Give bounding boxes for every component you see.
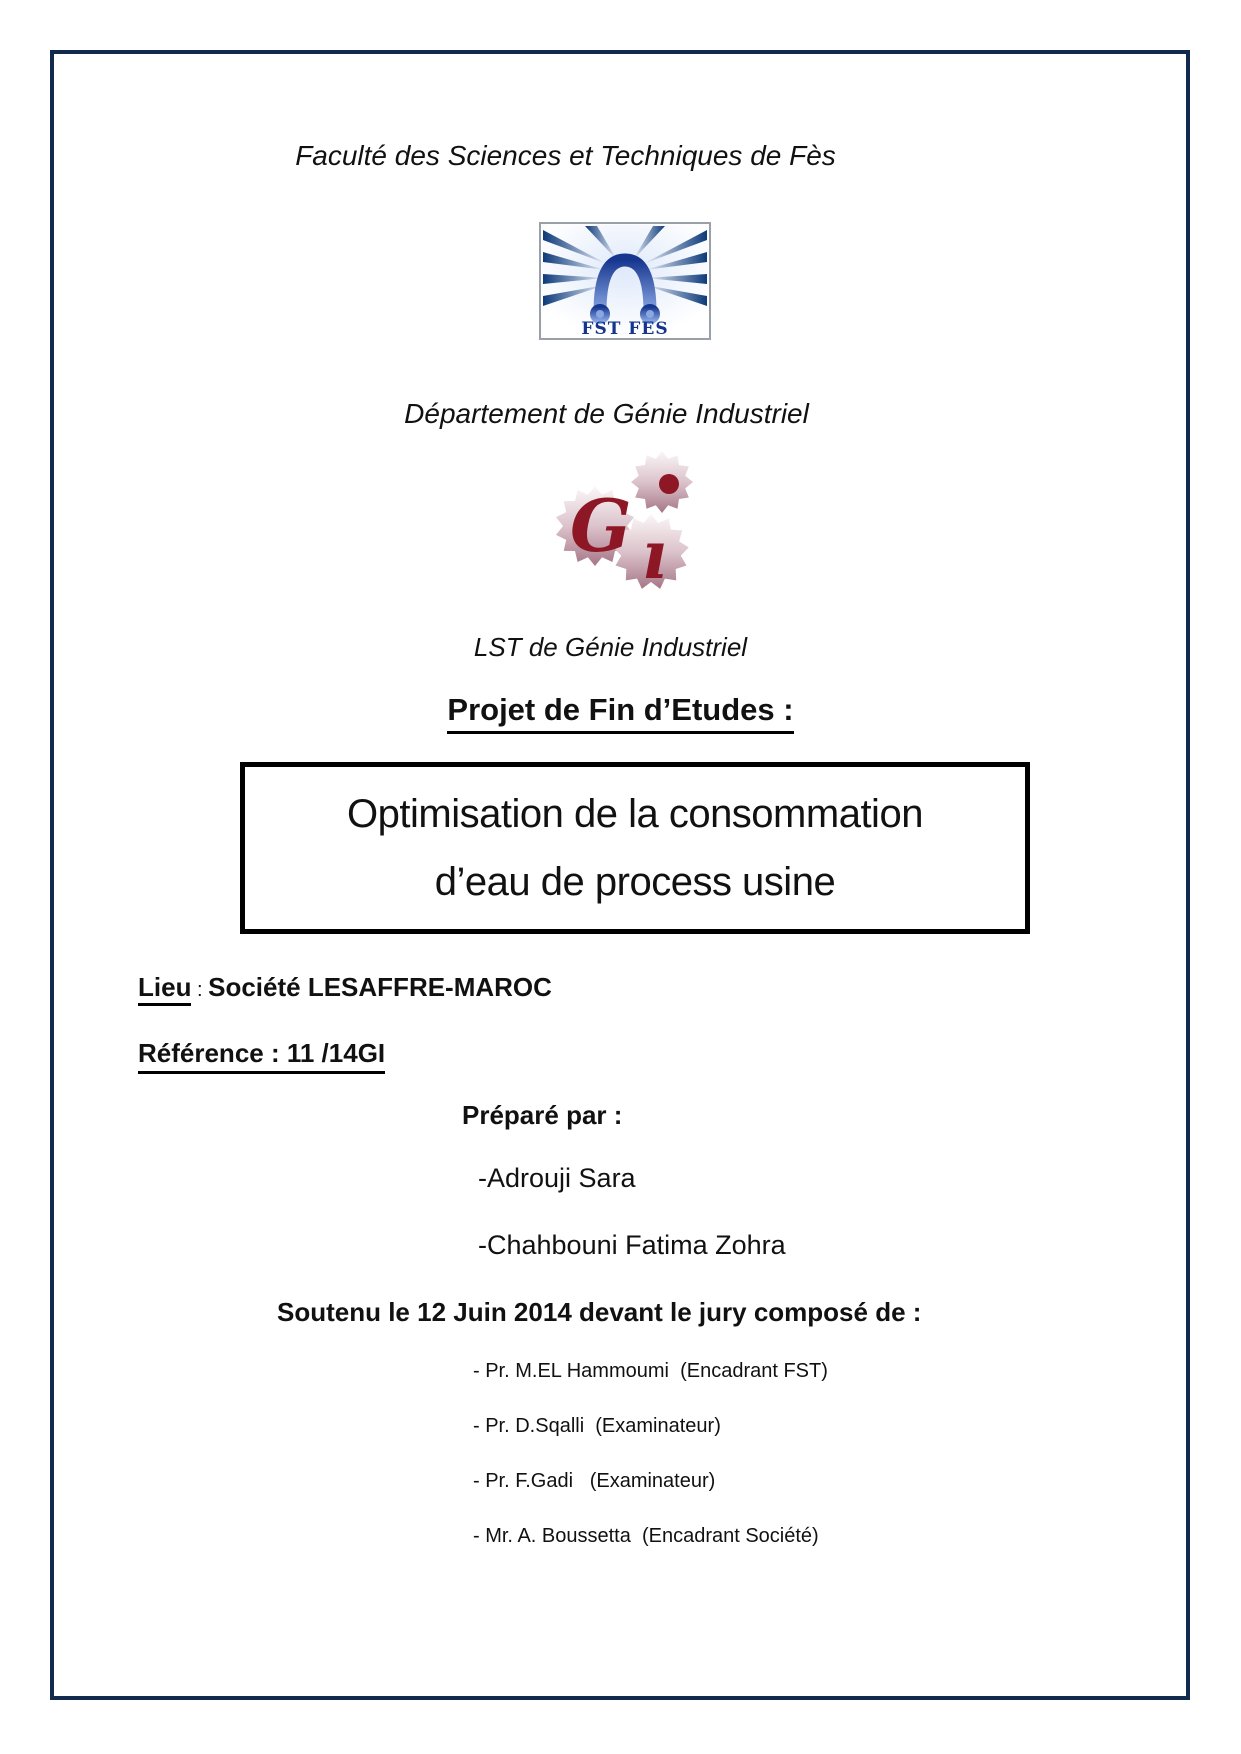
gi-department-logo: [550, 448, 700, 598]
thesis-title-box: [240, 762, 1030, 934]
program-name: LST de Génie Industriel: [473, 632, 748, 662]
location-value: Société LESAFFRE-MAROC: [208, 972, 552, 1002]
reference-line: Référence : 11 /14GI: [138, 1038, 385, 1074]
author-name: -Adrouji Sara: [478, 1163, 636, 1193]
fst-fes-logo-caption: FST FES: [581, 319, 669, 339]
jury-member: - Pr. D.Sqalli (Examinateur): [473, 1415, 721, 1437]
department-name: Département de Génie Industriel: [404, 398, 809, 429]
gi-logo-icon: [550, 448, 700, 593]
prepared-by-label: Préparé par :: [462, 1100, 623, 1130]
fst-fes-logo-icon: [539, 222, 711, 340]
location-separator: :: [191, 979, 209, 1001]
jury-member: - Pr. M.EL Hammoumi (Encadrant FST): [473, 1360, 828, 1382]
author-name: -Chahbouni Fatima Zohra: [478, 1230, 786, 1260]
fst-fes-logo: [539, 222, 711, 345]
jury-member: - Mr. A. Boussetta (Encadrant Société): [473, 1525, 819, 1547]
thesis-title-line1: Optimisation de la consommation: [347, 792, 923, 836]
faculty-name: Faculté des Sciences et Techniques de Fès: [295, 140, 836, 171]
defense-statement: Soutenu le 12 Juin 2014 devant le jury composé de :: [277, 1297, 922, 1327]
gi-logo-letter-g: G: [570, 483, 632, 568]
project-heading: [0, 692, 1241, 734]
thesis-title-line2: d’eau de process usine: [434, 860, 836, 904]
gi-logo-letter-i: ı: [642, 516, 668, 593]
location-line: [138, 972, 552, 1003]
project-heading-text: Projet de Fin d’Etudes :: [447, 692, 793, 734]
location-label: Lieu: [138, 972, 191, 1006]
jury-member: - Pr. F.Gadi (Examinateur): [473, 1470, 716, 1492]
